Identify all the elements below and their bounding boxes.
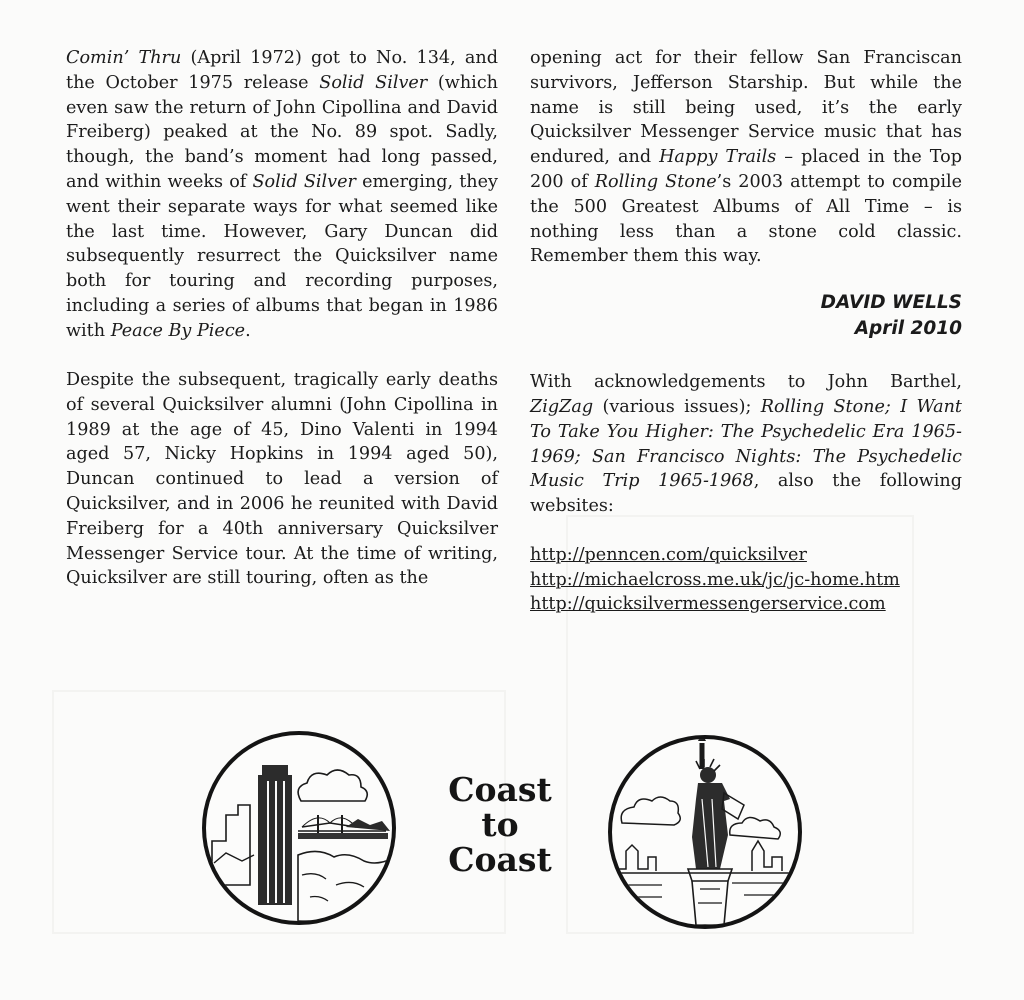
author-signoff [530, 290, 962, 342]
italic-title-run: Rolling Stone [594, 171, 717, 192]
statue-of-liberty-icon [608, 735, 802, 929]
acknowledgements-paragraph [530, 370, 962, 519]
italic-title-run: Comin’ Thru [66, 48, 182, 68]
italic-title-run: Peace By Piece [110, 320, 246, 341]
coast-to-coast-title [430, 772, 570, 877]
website-link-michaelcross[interactable]: http://michaelcross.me.uk/jc/jc-home.htm [530, 569, 900, 590]
text-run: Despite the subsequent, tragically early deaths of several Quicksilver alumni (John Cipollina in 1989 at the age of 45, Dino Valenti in 1994 aged 57, Nicky Hopkins in 1994 aged 50), Duncan continued to lead a version of Quicksilver, and in 2006 he reunited with David Freiberg for a 40th anniversary Quicksilver Messenger Service tour. At the time of writing, Quicksilver are still touring, often as the [66, 370, 498, 589]
author-name: DAVID WELLS [820, 292, 962, 314]
text-run: – placed in the Top 200 of [530, 147, 962, 192]
text-run: (various issues); [593, 396, 761, 417]
italic-title-run: Solid Silver [319, 72, 428, 93]
italic-title-run: Happy Trails [659, 147, 777, 168]
coast-word-to: to [481, 805, 519, 844]
right-paragraph-1 [530, 46, 962, 269]
text-run: emerging, they went their separate ways for what seemed like the last time. However, Gary Duncan did subsequently resurrect the Quicksilver name both for touring and recording purposes, including a series of albums that began in 1986 with [66, 171, 498, 341]
left-paragraph-2 [66, 368, 498, 591]
italic-title-run: Solid Silver [252, 171, 356, 192]
san-francisco-tower-icon [202, 731, 396, 925]
text-run: ’s 2003 attempt to compile the 500 Greatest Albums of All Time – is nothing less than a stone cold classic. Remember them this way. [530, 171, 962, 267]
text-run: (which even saw the return of John Cipollina and David Freiberg) peaked at the No. 89 spot. Sadly, though, the band’s moment had long passed, and within weeks of [66, 72, 498, 192]
left-paragraph-1 [66, 46, 498, 344]
left-text-column [66, 46, 498, 591]
website-link-quicksilver[interactable]: http://quicksilvermessengerservice.com [530, 594, 886, 615]
right-text-column [530, 46, 962, 617]
coast-word-1: Coast [448, 770, 552, 809]
text-run: . [245, 320, 251, 341]
italic-title-run: ZigZag [530, 396, 594, 417]
text-run: (April 1972) got to No. 134, and the October 1975 release [66, 48, 498, 93]
italic-title-run: Rolling Stone; I Want To Take You Higher: The Psychedelic Era 1965-1969; San Francisco Nights: The Psychedelic Music Trip 1965-1968 [530, 396, 962, 492]
text-run: opening act for their fellow San Franciscan survivors, Jefferson Starship. But while the name is still being used, it’s the early Quicksilver Messenger Service music that has endured, and [530, 48, 962, 168]
website-link-penncen[interactable]: http://penncen.com/quicksilver [530, 544, 807, 565]
text-run: With acknowledgements to John Barthel, [530, 372, 962, 393]
author-date: April 2010 [854, 318, 962, 340]
text-run: , also the following websites: [530, 471, 962, 517]
website-links [530, 543, 962, 617]
coast-word-2: Coast [448, 840, 552, 879]
